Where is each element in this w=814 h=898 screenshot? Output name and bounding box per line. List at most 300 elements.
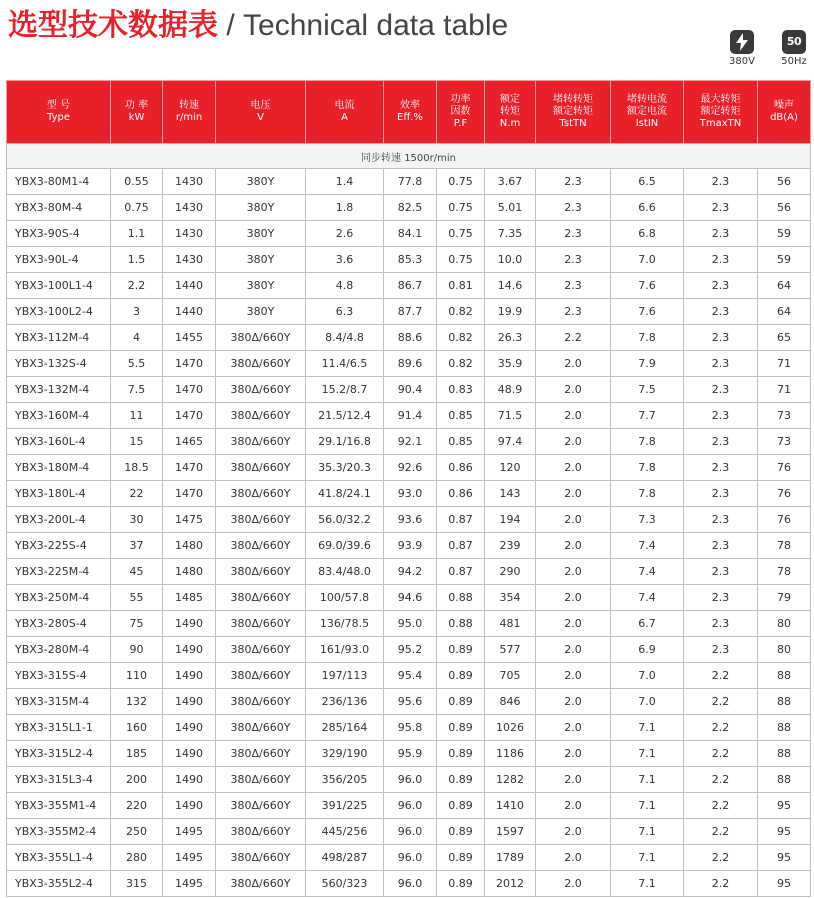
table-cell: 380Δ/660Y <box>216 507 306 533</box>
table-row <box>7 481 811 507</box>
table-cell: 4 <box>111 325 163 351</box>
table-cell: 4.8 <box>306 273 384 299</box>
column-header <box>684 81 758 144</box>
table-cell: 161/93.0 <box>306 637 384 663</box>
table-cell: 1485 <box>163 585 216 611</box>
model-cell: YBX3-132S-4 <box>7 351 111 377</box>
table-row <box>7 247 811 273</box>
table-cell: 7.6 <box>611 273 684 299</box>
table-cell: 3.67 <box>485 169 536 195</box>
table-cell: 7.5 <box>611 377 684 403</box>
table-cell: 86.7 <box>384 273 437 299</box>
table-cell: 250 <box>111 819 163 845</box>
frequency-icon: 50 <box>782 30 806 54</box>
model-cell: YBX3-160L-4 <box>7 429 111 455</box>
table-cell: 498/287 <box>306 845 384 871</box>
table-cell: 56 <box>758 195 811 221</box>
table-cell: 2.3 <box>536 195 611 221</box>
column-header <box>7 81 111 144</box>
table-cell: 329/190 <box>306 741 384 767</box>
table-cell: 88.6 <box>384 325 437 351</box>
table-cell: 1026 <box>485 715 536 741</box>
table-cell: 2.0 <box>536 715 611 741</box>
table-cell: 10.0 <box>485 247 536 273</box>
model-cell: YBX3-225M-4 <box>7 559 111 585</box>
table-cell: 95.9 <box>384 741 437 767</box>
table-cell: 1490 <box>163 637 216 663</box>
model-cell: YBX3-355L2-4 <box>7 871 111 897</box>
table-cell: 0.87 <box>437 559 485 585</box>
table-cell: 1.1 <box>111 221 163 247</box>
model-cell: YBX3-100L2-4 <box>7 299 111 325</box>
table-cell: 92.6 <box>384 455 437 481</box>
table-cell: 19.9 <box>485 299 536 325</box>
table-cell: 65 <box>758 325 811 351</box>
table-cell: 3.6 <box>306 247 384 273</box>
column-header-en: TstTN <box>559 118 587 129</box>
column-header-en: kW <box>128 112 145 123</box>
table-cell: 6.5 <box>611 169 684 195</box>
table-cell: 11.4/6.5 <box>306 351 384 377</box>
table-cell: 2.0 <box>536 507 611 533</box>
table-cell: 7.4 <box>611 585 684 611</box>
table-row <box>7 819 811 845</box>
table-cell: 88 <box>758 663 811 689</box>
table-cell: 143 <box>485 481 536 507</box>
table-cell: 2.2 <box>684 793 758 819</box>
table-cell: 78 <box>758 559 811 585</box>
table-cell: 95.6 <box>384 689 437 715</box>
table-cell: 6.8 <box>611 221 684 247</box>
table-cell: 71 <box>758 377 811 403</box>
table-row <box>7 377 811 403</box>
column-header-en: r/min <box>175 112 203 123</box>
table-cell: 0.89 <box>437 793 485 819</box>
column-header-cn: 电流 <box>334 100 355 111</box>
table-cell: 1495 <box>163 845 216 871</box>
table-cell: 2.2 <box>684 845 758 871</box>
column-header-cn: 型 号 <box>46 100 71 111</box>
table-cell: 0.89 <box>437 741 485 767</box>
table-cell: 7.1 <box>611 767 684 793</box>
table-cell: 64 <box>758 273 811 299</box>
group-row <box>7 144 811 169</box>
table-cell: 1.4 <box>306 169 384 195</box>
table-row <box>7 195 811 221</box>
table-cell: 380Δ/660Y <box>216 403 306 429</box>
table-cell: 6.3 <box>306 299 384 325</box>
table-row <box>7 793 811 819</box>
table-cell: 79 <box>758 585 811 611</box>
table-row <box>7 715 811 741</box>
table-cell: 92.1 <box>384 429 437 455</box>
table-cell: 1455 <box>163 325 216 351</box>
table-cell: 2.0 <box>536 871 611 897</box>
model-cell: YBX3-180L-4 <box>7 481 111 507</box>
table-cell: 1490 <box>163 663 216 689</box>
column-header-cn: 额定 转矩 <box>500 94 520 117</box>
table-cell: 7.0 <box>611 247 684 273</box>
table-cell: 2.3 <box>536 273 611 299</box>
table-cell: 2.3 <box>684 585 758 611</box>
table-cell: 2.0 <box>536 377 611 403</box>
column-header <box>306 81 384 144</box>
table-cell: 7.1 <box>611 741 684 767</box>
table-cell: 1470 <box>163 351 216 377</box>
table-body <box>7 144 811 897</box>
table-cell: 2.3 <box>684 533 758 559</box>
table-cell: 1282 <box>485 767 536 793</box>
table-cell: 2.3 <box>684 455 758 481</box>
frequency-badge <box>774 30 814 67</box>
table-cell: 7.1 <box>611 845 684 871</box>
table-cell: 1430 <box>163 247 216 273</box>
table-cell: 380Δ/660Y <box>216 611 306 637</box>
table-cell: 0.82 <box>437 299 485 325</box>
table-cell: 94.2 <box>384 559 437 585</box>
lightning-bolt-icon <box>730 30 754 54</box>
table-cell: 15.2/8.7 <box>306 377 384 403</box>
table-cell: 90 <box>111 637 163 663</box>
table-row <box>7 559 811 585</box>
table-cell: 380Δ/660Y <box>216 871 306 897</box>
table-cell: 2.3 <box>684 507 758 533</box>
table-cell: 1470 <box>163 403 216 429</box>
table-cell: 0.83 <box>437 377 485 403</box>
table-cell: 96.0 <box>384 767 437 793</box>
table-cell: 2.0 <box>536 585 611 611</box>
table-cell: 6.9 <box>611 637 684 663</box>
table-cell: 91.4 <box>384 403 437 429</box>
table-cell: 7.5 <box>111 377 163 403</box>
table-cell: 1470 <box>163 377 216 403</box>
table-cell: 7.0 <box>611 663 684 689</box>
table-cell: 0.82 <box>437 325 485 351</box>
table-cell: 2.3 <box>684 377 758 403</box>
table-cell: 120 <box>485 455 536 481</box>
table-cell: 1410 <box>485 793 536 819</box>
table-cell: 391/225 <box>306 793 384 819</box>
table-cell: 1470 <box>163 455 216 481</box>
table-cell: 2.0 <box>536 663 611 689</box>
table-cell: 1465 <box>163 429 216 455</box>
table-cell: 78 <box>758 533 811 559</box>
table-cell: 7.4 <box>611 559 684 585</box>
column-header-cn: 电压 <box>250 100 271 111</box>
table-cell: 14.6 <box>485 273 536 299</box>
column-header-en: IstIN <box>635 118 659 129</box>
column-header <box>758 81 811 144</box>
table-cell: 0.89 <box>437 715 485 741</box>
table-cell: 2.3 <box>536 247 611 273</box>
table-cell: 2.3 <box>684 403 758 429</box>
table-cell: 1490 <box>163 611 216 637</box>
table-cell: 88 <box>758 741 811 767</box>
table-cell: 380Δ/660Y <box>216 429 306 455</box>
table-row <box>7 611 811 637</box>
table-cell: 2.3 <box>684 481 758 507</box>
table-cell: 76 <box>758 481 811 507</box>
table-cell: 100/57.8 <box>306 585 384 611</box>
table-cell: 6.7 <box>611 611 684 637</box>
model-cell: YBX3-200L-4 <box>7 507 111 533</box>
table-row <box>7 429 811 455</box>
table-cell: 7.9 <box>611 351 684 377</box>
table-cell: 0.88 <box>437 611 485 637</box>
table-cell: 2.0 <box>536 819 611 845</box>
table-cell: 380Y <box>216 169 306 195</box>
table-cell: 705 <box>485 663 536 689</box>
column-header-en: P.F <box>453 118 468 129</box>
page-header <box>6 0 814 70</box>
table-cell: 380Δ/660Y <box>216 715 306 741</box>
column-header-cn: 堵转转矩 额定转矩 <box>553 94 593 117</box>
model-cell: YBX3-112M-4 <box>7 325 111 351</box>
table-cell: 2.0 <box>536 845 611 871</box>
table-cell: 2.2 <box>684 741 758 767</box>
table-row <box>7 845 811 871</box>
table-cell: 0.75 <box>437 195 485 221</box>
model-cell: YBX3-180M-4 <box>7 455 111 481</box>
column-header-en: V <box>257 112 264 123</box>
model-cell: YBX3-225S-4 <box>7 533 111 559</box>
table-row <box>7 585 811 611</box>
table-cell: 95 <box>758 819 811 845</box>
table-cell: 2.0 <box>536 611 611 637</box>
table-cell: 71 <box>758 351 811 377</box>
table-cell: 132 <box>111 689 163 715</box>
table-cell: 2.2 <box>111 273 163 299</box>
column-header-cn: 转速 <box>179 100 199 111</box>
column-header-cn: 噪声 <box>774 100 794 111</box>
table-cell: 2.3 <box>684 351 758 377</box>
voltage-label: 380V <box>729 56 755 67</box>
model-cell: YBX3-315M-4 <box>7 689 111 715</box>
table-cell: 8.4/4.8 <box>306 325 384 351</box>
table-cell: 2.3 <box>536 169 611 195</box>
table-cell: 56.0/32.2 <box>306 507 384 533</box>
table-cell: 380Y <box>216 221 306 247</box>
group-label: 同步转速 1500r/min <box>7 144 811 169</box>
table-cell: 82.5 <box>384 195 437 221</box>
table-cell: 0.85 <box>437 403 485 429</box>
table-cell: 0.89 <box>437 819 485 845</box>
table-row <box>7 689 811 715</box>
table-cell: 2.3 <box>684 273 758 299</box>
table-cell: 11 <box>111 403 163 429</box>
table-cell: 93.9 <box>384 533 437 559</box>
table-cell: 1495 <box>163 871 216 897</box>
column-header-en: Type <box>47 112 70 123</box>
table-cell: 76 <box>758 455 811 481</box>
table-cell: 380Δ/660Y <box>216 793 306 819</box>
table-cell: 0.89 <box>437 767 485 793</box>
table-cell: 7.8 <box>611 429 684 455</box>
title-english: Technical data table <box>243 9 509 42</box>
table-cell: 380Δ/660Y <box>216 481 306 507</box>
table-cell: 1475 <box>163 507 216 533</box>
table-cell: 1789 <box>485 845 536 871</box>
model-cell: YBX3-315L1-1 <box>7 715 111 741</box>
table-cell: 1430 <box>163 195 216 221</box>
table-cell: 85.3 <box>384 247 437 273</box>
table-cell: 2.3 <box>684 559 758 585</box>
table-cell: 380Δ/660Y <box>216 741 306 767</box>
table-row <box>7 663 811 689</box>
table-cell: 83.4/48.0 <box>306 559 384 585</box>
model-cell: YBX3-250M-4 <box>7 585 111 611</box>
table-cell: 0.85 <box>437 429 485 455</box>
model-cell: YBX3-280M-4 <box>7 637 111 663</box>
table-cell: 7.35 <box>485 221 536 247</box>
column-header <box>485 81 536 144</box>
table-cell: 0.89 <box>437 663 485 689</box>
table-cell: 200 <box>111 767 163 793</box>
table-cell: 35.3/20.3 <box>306 455 384 481</box>
table-row <box>7 871 811 897</box>
table-cell: 1440 <box>163 299 216 325</box>
table-cell: 77.8 <box>384 169 437 195</box>
table-cell: 97.4 <box>485 429 536 455</box>
model-cell: YBX3-355L1-4 <box>7 845 111 871</box>
column-header-cn: 功率 因数 <box>450 94 471 117</box>
table-cell: 2012 <box>485 871 536 897</box>
table-cell: 2.0 <box>536 741 611 767</box>
table-cell: 5.01 <box>485 195 536 221</box>
table-cell: 354 <box>485 585 536 611</box>
table-cell: 37 <box>111 533 163 559</box>
table-cell: 2.0 <box>536 403 611 429</box>
table-cell: 0.75 <box>437 221 485 247</box>
table-cell: 2.2 <box>684 767 758 793</box>
table-cell: 73 <box>758 403 811 429</box>
table-cell: 41.8/24.1 <box>306 481 384 507</box>
table-cell: 89.6 <box>384 351 437 377</box>
table-cell: 0.82 <box>437 351 485 377</box>
column-header-cn: 最大转矩 额定转矩 <box>700 94 741 117</box>
table-cell: 380Δ/660Y <box>216 377 306 403</box>
table-cell: 2.0 <box>536 429 611 455</box>
table-cell: 445/256 <box>306 819 384 845</box>
table-cell: 197/113 <box>306 663 384 689</box>
table-cell: 1480 <box>163 533 216 559</box>
table-cell: 2.0 <box>536 689 611 715</box>
table-cell: 87.7 <box>384 299 437 325</box>
table-cell: 356/205 <box>306 767 384 793</box>
table-cell: 64 <box>758 299 811 325</box>
table-cell: 2.3 <box>684 325 758 351</box>
table-cell: 2.0 <box>536 767 611 793</box>
column-header-cn: 功 率 <box>124 100 149 111</box>
table-cell: 96.0 <box>384 819 437 845</box>
table-cell: 0.75 <box>111 195 163 221</box>
table-cell: 2.3 <box>536 221 611 247</box>
table-cell: 380Δ/660Y <box>216 637 306 663</box>
table-cell: 95.8 <box>384 715 437 741</box>
frequency-label: 50Hz <box>781 56 807 67</box>
table-cell: 380Δ/660Y <box>216 585 306 611</box>
column-header-en: N.m <box>499 118 521 129</box>
column-header <box>611 81 684 144</box>
table-cell: 95 <box>758 845 811 871</box>
title-chinese: 选型技术数据表 <box>8 8 218 43</box>
model-cell: YBX3-80M-4 <box>7 195 111 221</box>
table-cell: 380Δ/660Y <box>216 559 306 585</box>
table-cell: 95 <box>758 793 811 819</box>
table-cell: 2.0 <box>536 637 611 663</box>
model-cell: YBX3-132M-4 <box>7 377 111 403</box>
table-cell: 7.1 <box>611 793 684 819</box>
table-header <box>7 81 811 144</box>
table-cell: 577 <box>485 637 536 663</box>
model-cell: YBX3-315L2-4 <box>7 741 111 767</box>
table-cell: 1480 <box>163 559 216 585</box>
table-cell: 7.3 <box>611 507 684 533</box>
table-cell: 1490 <box>163 715 216 741</box>
table-cell: 96.0 <box>384 871 437 897</box>
table-cell: 2.3 <box>684 169 758 195</box>
table-cell: 220 <box>111 793 163 819</box>
column-header-en: TmaxTN <box>699 118 742 129</box>
model-cell: YBX3-90S-4 <box>7 221 111 247</box>
table-cell: 2.3 <box>684 195 758 221</box>
table-cell: 73 <box>758 429 811 455</box>
table-cell: 18.5 <box>111 455 163 481</box>
table-cell: 2.2 <box>536 325 611 351</box>
table-row <box>7 741 811 767</box>
table-cell: 15 <box>111 429 163 455</box>
technical-data-table <box>6 80 811 897</box>
table-cell: 1430 <box>163 221 216 247</box>
table-cell: 69.0/39.6 <box>306 533 384 559</box>
table-cell: 21.5/12.4 <box>306 403 384 429</box>
table-row <box>7 637 811 663</box>
table-row <box>7 533 811 559</box>
table-row <box>7 325 811 351</box>
model-cell: YBX3-355M2-4 <box>7 819 111 845</box>
table-cell: 2.0 <box>536 351 611 377</box>
table-cell: 48.9 <box>485 377 536 403</box>
table-cell: 7.8 <box>611 325 684 351</box>
model-cell: YBX3-355M1-4 <box>7 793 111 819</box>
table-cell: 160 <box>111 715 163 741</box>
column-header <box>384 81 437 144</box>
table-row <box>7 169 811 195</box>
table-cell: 2.2 <box>684 819 758 845</box>
table-cell: 2.2 <box>684 689 758 715</box>
column-header-en: A <box>341 112 348 123</box>
table-cell: 380Δ/660Y <box>216 351 306 377</box>
table-cell: 280 <box>111 845 163 871</box>
table-cell: 0.75 <box>437 169 485 195</box>
table-cell: 285/164 <box>306 715 384 741</box>
table-cell: 94.6 <box>384 585 437 611</box>
table-cell: 22 <box>111 481 163 507</box>
table-cell: 1490 <box>163 793 216 819</box>
table-cell: 2.2 <box>684 663 758 689</box>
table-cell: 2.3 <box>536 299 611 325</box>
table-row <box>7 767 811 793</box>
table-cell: 185 <box>111 741 163 767</box>
table-cell: 80 <box>758 611 811 637</box>
table-cell: 95.4 <box>384 663 437 689</box>
table-cell: 7.8 <box>611 455 684 481</box>
table-cell: 0.86 <box>437 455 485 481</box>
table-cell: 80 <box>758 637 811 663</box>
table-cell: 1470 <box>163 481 216 507</box>
table-cell: 194 <box>485 507 536 533</box>
model-cell: YBX3-315S-4 <box>7 663 111 689</box>
